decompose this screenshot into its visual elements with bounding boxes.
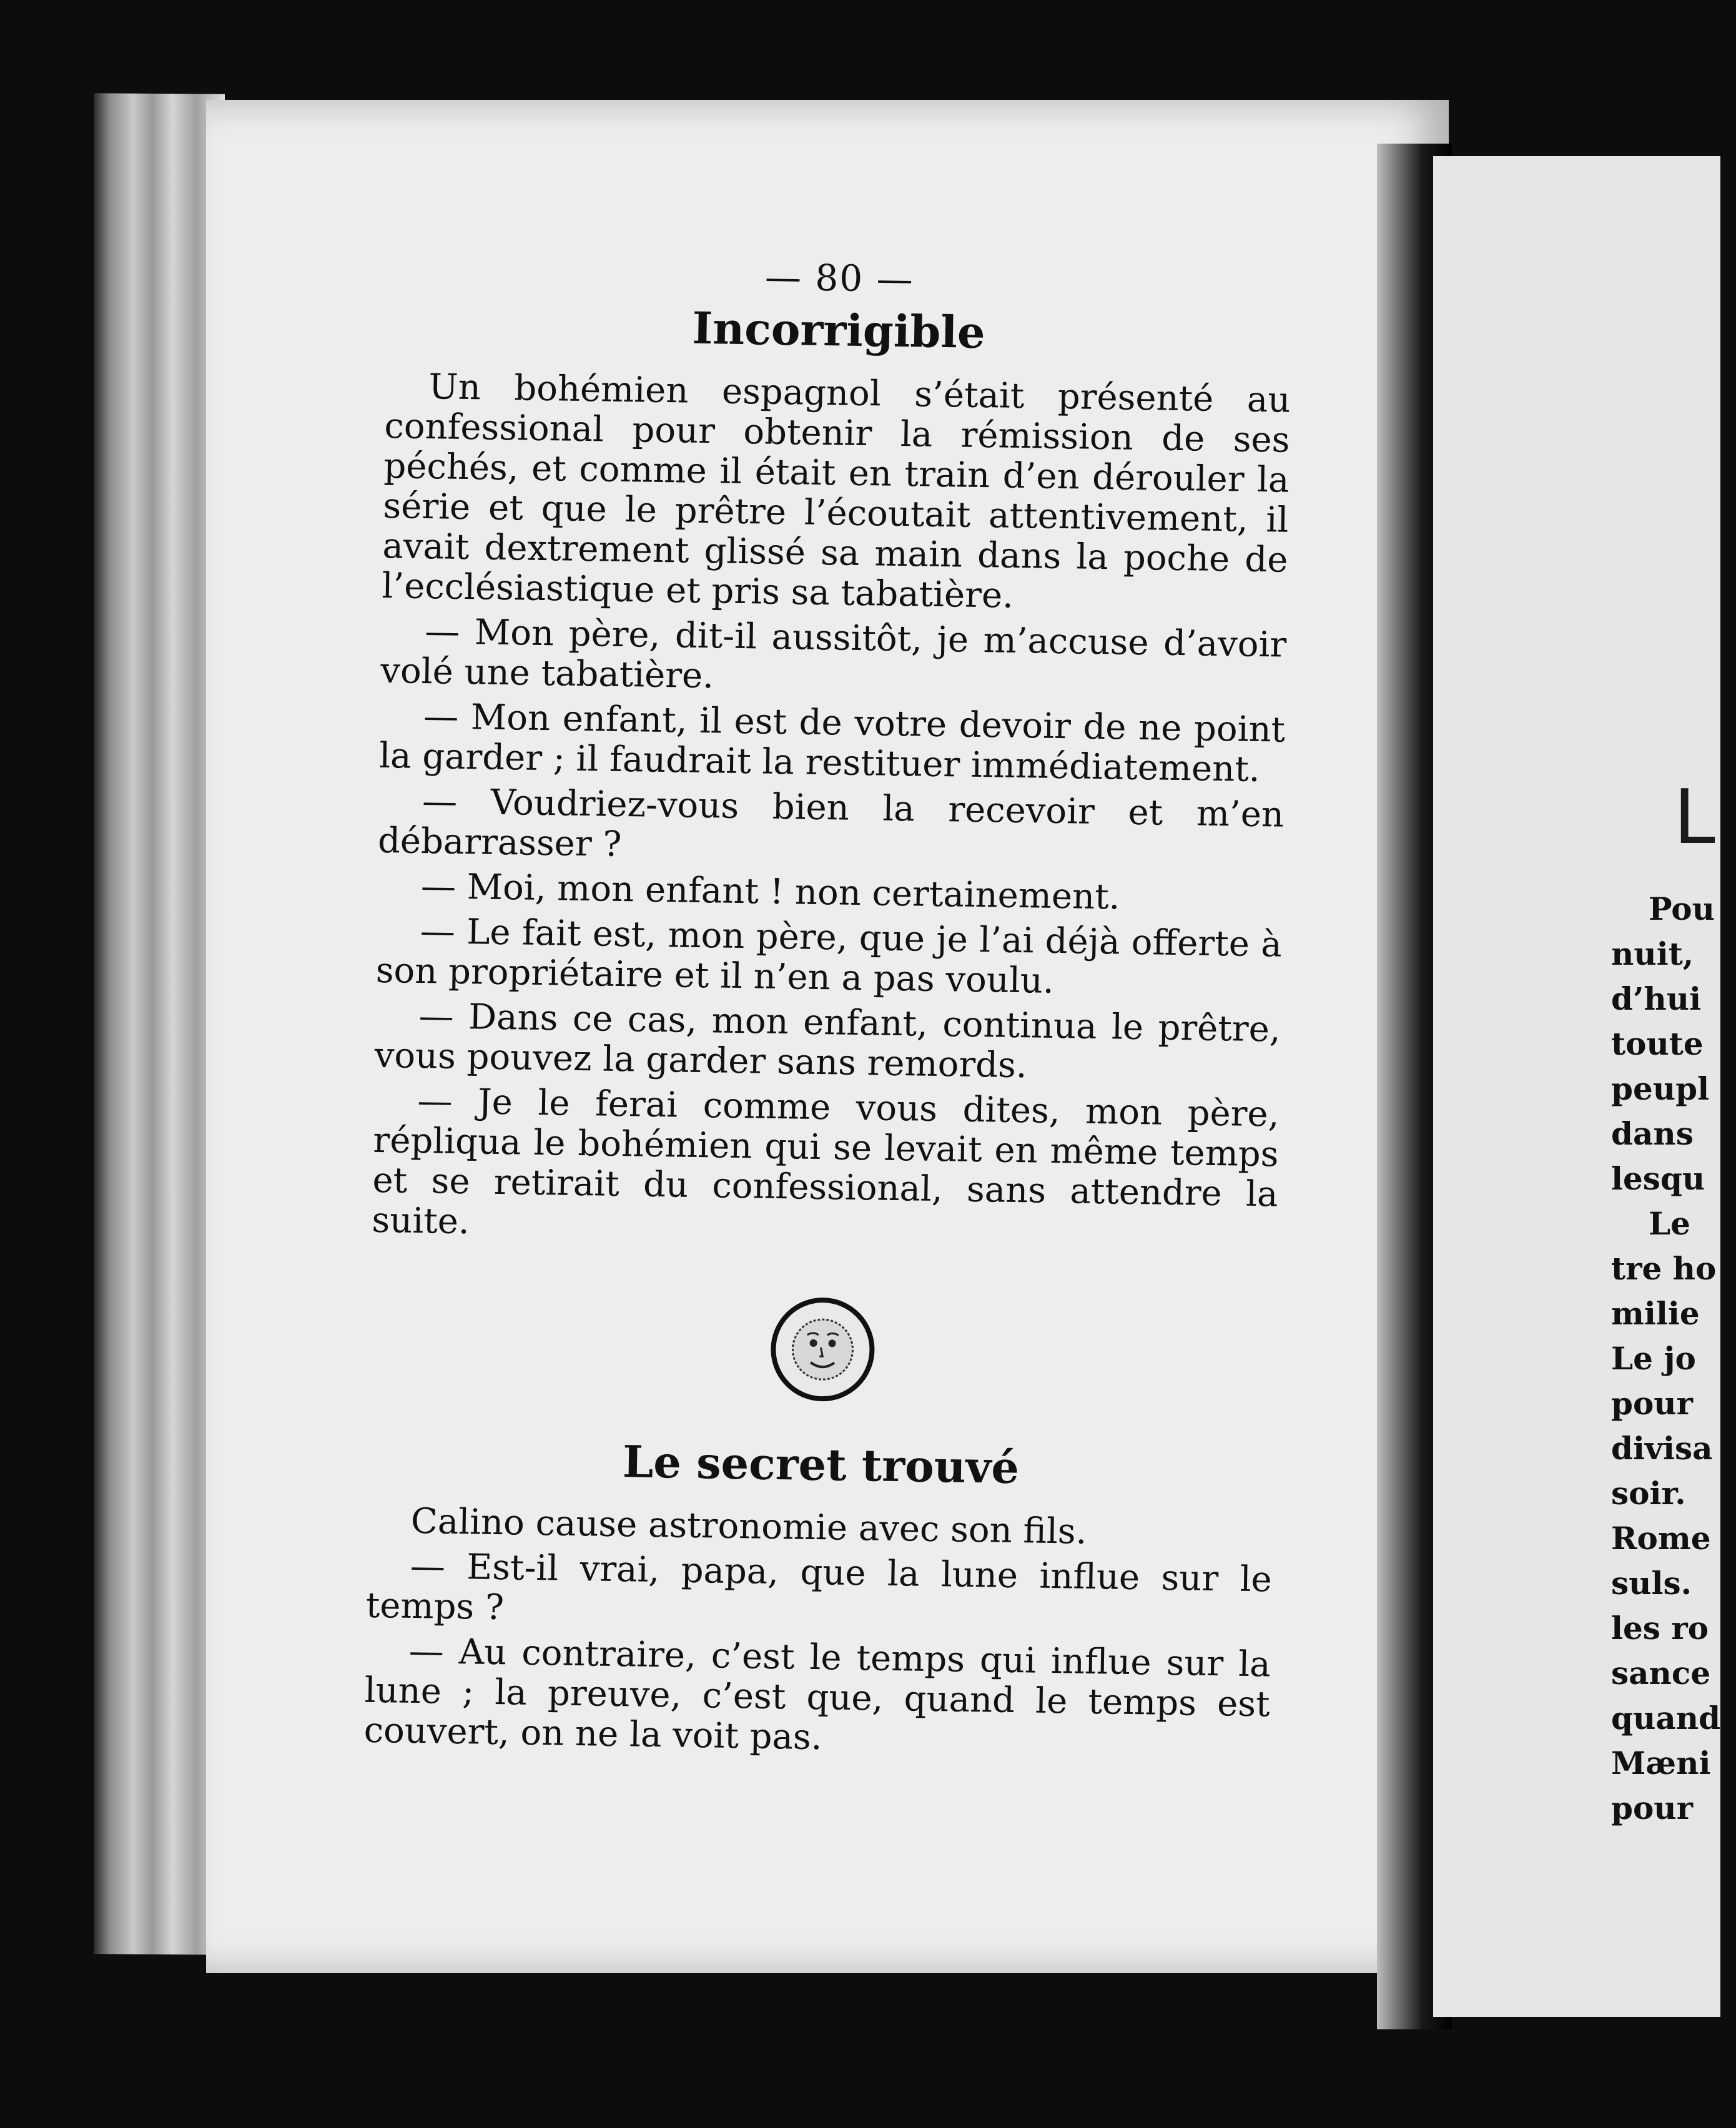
ornament	[369, 1291, 1276, 1409]
paragraph: — Voudriez-vous bien la recevoir et m’en débarrasser ?	[377, 781, 1285, 865]
paragraph: Calino cause astronomie avec son fils.	[410, 1500, 1087, 1552]
text-line: soir.	[1611, 1475, 1686, 1512]
paragraph: — Moi, mon enfant ! non certainement.	[420, 865, 1120, 918]
text-line: nuit,	[1611, 935, 1694, 972]
paragraph: Un bohémien espagnol s’était présenté au confessional pour obtenir la rémission de ses péchés, et comme il était en train d’en dérouler la série et que le prêtre l’écoutait attentivement, il avait dextrement glissé sa main dans la poche de l’ecclésiastique et pris sa tabatière.	[382, 367, 1291, 616]
text-line: dans	[1611, 1115, 1694, 1152]
page-number: — 80 —	[764, 255, 915, 301]
paragraph: — Est-il vrai, papa, que la lune influe sur le temps ?	[365, 1545, 1273, 1628]
right-page-text	[1611, 887, 1736, 1831]
moon-face-icon	[770, 1297, 875, 1402]
section-title: Incorrigible	[691, 302, 986, 359]
text-line: pour	[1611, 1790, 1694, 1826]
right-page-heading-letter: L	[1674, 774, 1715, 861]
paragraph: — Mon enfant, il est de votre devoir de ne point la garder ; il faudrait la restituer immédiatement.	[378, 696, 1286, 791]
text-line: pour	[1611, 1385, 1694, 1422]
text-line: Mæni	[1611, 1745, 1711, 1781]
text-line: tre ho	[1611, 1250, 1717, 1287]
paragraph: — Dans ce cas, mon enfant, continua le prêtre, vous pouvez la garder sans remords.	[374, 995, 1281, 1086]
text-line: Le jo	[1611, 1340, 1696, 1377]
text-line: lesqu	[1611, 1160, 1705, 1197]
text-line: toute	[1611, 1025, 1704, 1062]
paragraph: — Mon père, dit-il aussitôt, je m’accuse d’avoir volé une tabatière.	[380, 611, 1287, 697]
text-line: Rome	[1611, 1520, 1711, 1557]
text-line: les ro	[1611, 1610, 1709, 1647]
paragraph: — Au contraire, c’est le temps qui influe sur la lune ; la preuve, c’est que, quand le temps est couvert, on ne la voit pas.	[363, 1630, 1271, 1758]
text-line: suls.	[1611, 1565, 1692, 1602]
text-line: Le	[1649, 1205, 1690, 1242]
section-title: Le secret trouvé	[622, 1436, 1020, 1494]
book-edge	[94, 93, 225, 1954]
paragraph: — Le fait est, mon père, que je l’ai déjà offerte à son propriétaire et il n’en a pas voulu.	[375, 910, 1283, 1002]
text-line: peupl	[1611, 1070, 1710, 1107]
text-line: sance	[1611, 1655, 1711, 1692]
text-line: d’hui	[1611, 980, 1702, 1017]
left-page-text	[363, 250, 1293, 1770]
text-line: quand	[1611, 1700, 1721, 1736]
text-line: milie	[1611, 1295, 1700, 1332]
paragraph: — Je le ferai comme vous dites, mon père, répliqua le bohémien qui se levait en même temps et se retirait du confessional, sans attendre la suite.	[372, 1080, 1280, 1243]
text-line: divisa	[1611, 1430, 1713, 1467]
text-line: Pou	[1649, 890, 1715, 927]
